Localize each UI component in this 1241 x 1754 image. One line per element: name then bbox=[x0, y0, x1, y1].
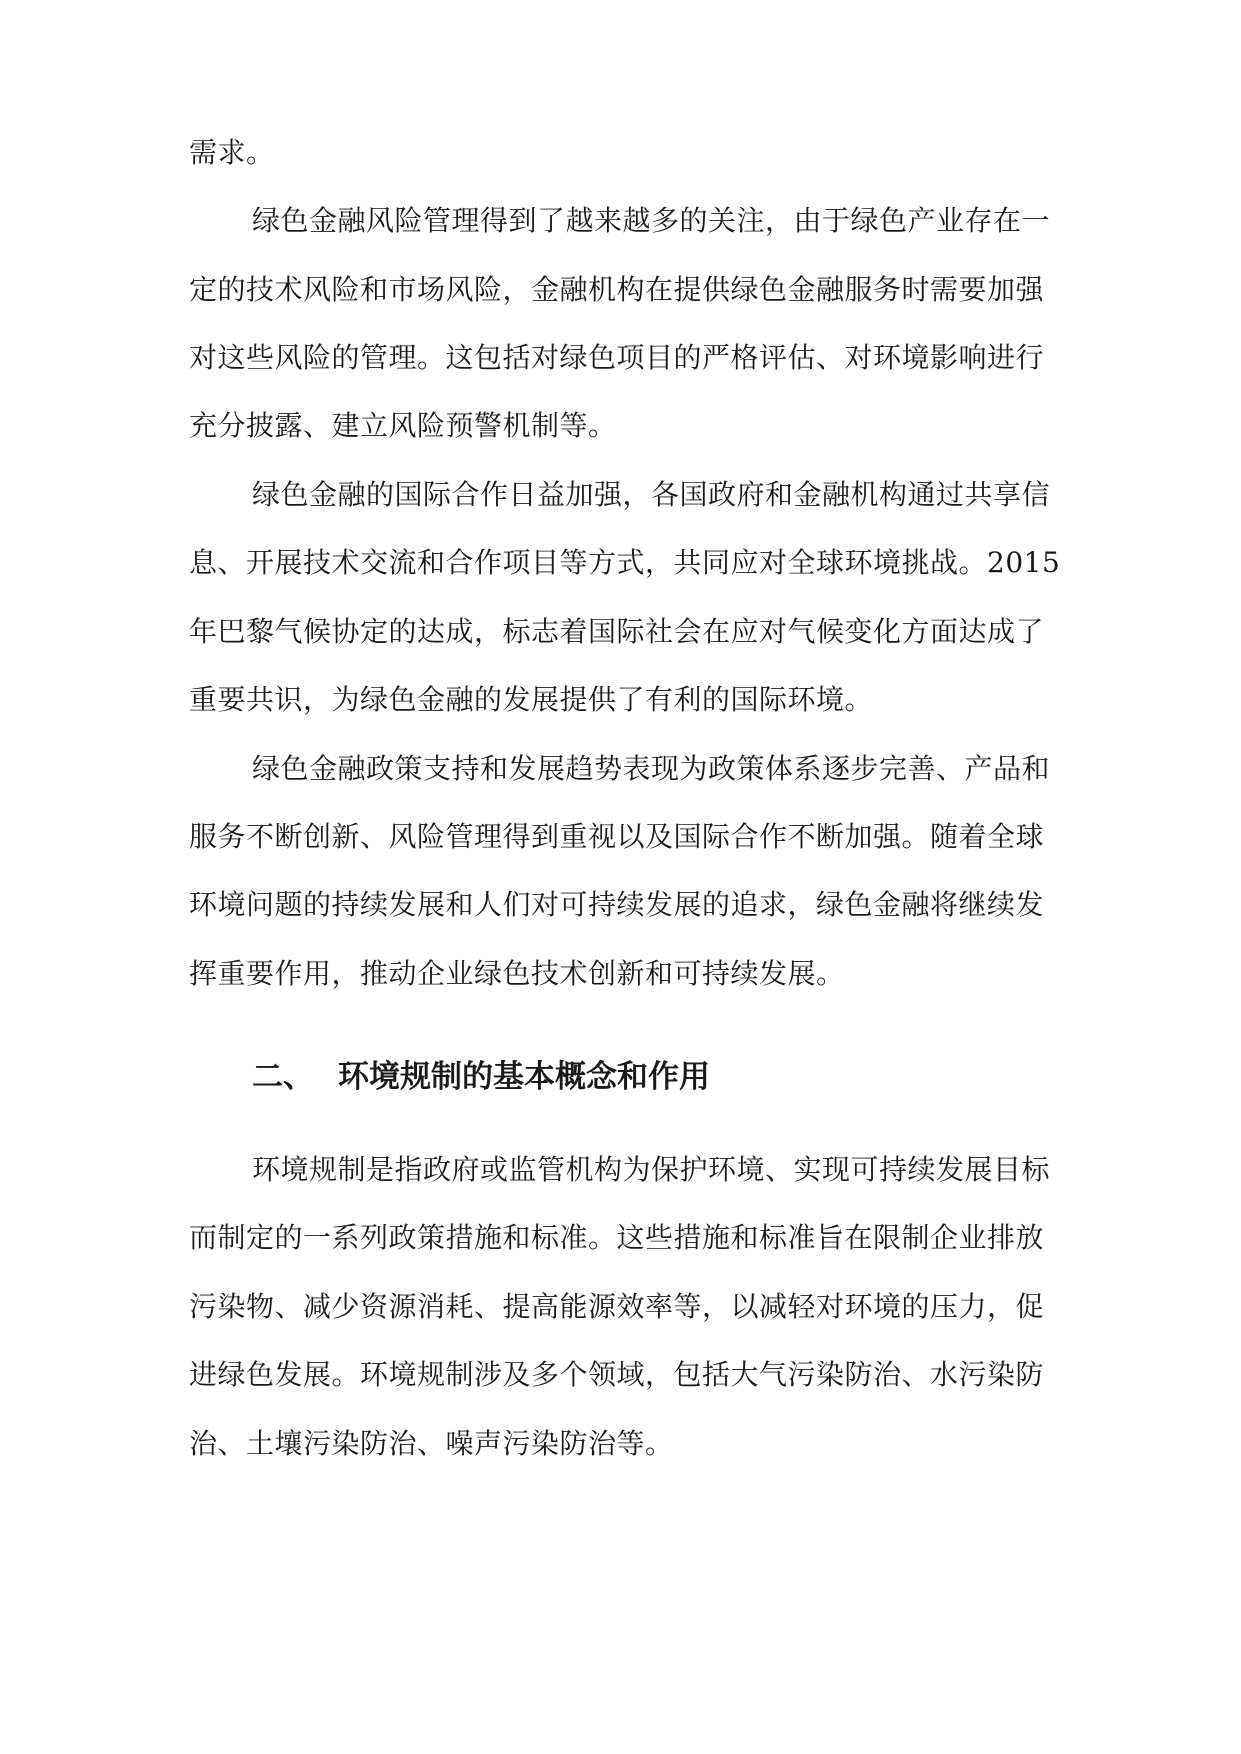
text-line: 进绿色发展。环境规制涉及多个领域，包括大气污染防治、水污染防 bbox=[189, 1358, 1045, 1391]
section-number: 二、 bbox=[252, 1059, 314, 1095]
text-line: 需求。 bbox=[189, 136, 275, 169]
text-line: 绿色金融风险管理得到了越来越多的关注，由于绿色产业存在一 bbox=[252, 204, 1051, 237]
text-line: 污染物、减少资源消耗、提高能源效率等，以减轻对环境的压力，促 bbox=[189, 1290, 1045, 1323]
text-line: 充分披露、建立风险预警机制等。 bbox=[189, 409, 617, 442]
section-title: 环境规制的基本概念和作用 bbox=[338, 1059, 710, 1095]
text-line: 绿色金融政策支持和发展趋势表现为政策体系逐步完善、产品和 bbox=[252, 752, 1051, 785]
text-line: 而制定的一系列政策措施和标准。这些措施和标准旨在限制企业排放 bbox=[189, 1221, 1045, 1254]
text-line: 治、土壤污染防治、噪声污染防治等。 bbox=[189, 1427, 674, 1460]
text-line: 年巴黎气候协定的达成，标志着国际社会在应对气候变化方面达成了 bbox=[189, 615, 1045, 648]
text-line: 对这些风险的管理。这包括对绿色项目的严格评估、对环境影响进行 bbox=[189, 341, 1045, 374]
section-heading bbox=[252, 1050, 1052, 1104]
text-line: 环境规制是指政府或监管机构为保护环境、实现可持续发展目标 bbox=[252, 1153, 1051, 1186]
text-line: 绿色金融的国际合作日益加强，各国政府和金融机构通过共享信 bbox=[252, 478, 1051, 511]
text-line: 重要共识，为绿色金融的发展提供了有利的国际环境。 bbox=[189, 683, 874, 716]
text-line: 服务不断创新、风险管理得到重视以及国际合作不断加强。随着全球 bbox=[189, 820, 1045, 853]
text-line: 息、开展技术交流和合作项目等方式，共同应对全球环境挑战。2015 bbox=[189, 546, 1061, 579]
text-line: 环境问题的持续发展和人们对可持续发展的追求，绿色金融将继续发 bbox=[189, 888, 1045, 921]
text-line: 挥重要作用，推动企业绿色技术创新和可持续发展。 bbox=[189, 957, 845, 990]
text-line: 定的技术风险和市场风险，金融机构在提供绿色金融服务时需要加强 bbox=[189, 273, 1045, 306]
